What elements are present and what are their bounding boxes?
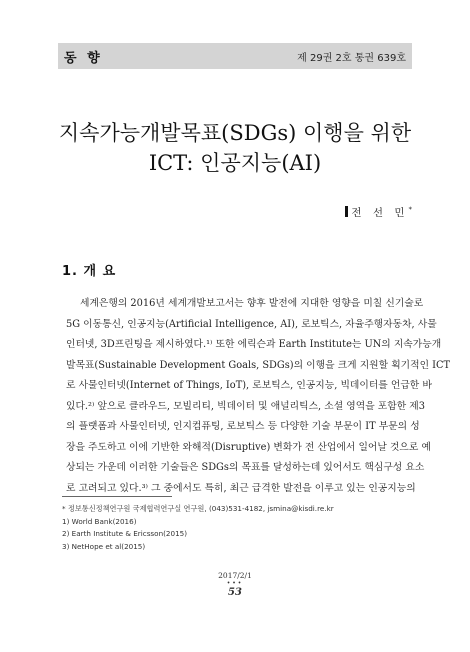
issue-info: 제 29권 2호 통권 639호 bbox=[297, 53, 406, 64]
body-line: 5G 이동통신, 인공지능(Artificial Intelligence, AI), 로보틱스, 자율주행자동차, 사물 bbox=[66, 318, 437, 330]
footer-date: 2017/2/1 bbox=[218, 571, 252, 580]
page-number: 53 bbox=[228, 587, 242, 598]
footnote-item: 2) Earth Institute & Ericsson(2015) bbox=[62, 529, 188, 538]
footnote-rule bbox=[62, 496, 172, 497]
author-name: 전 선 민 bbox=[351, 207, 409, 219]
footnote-item: 1) World Bank(2016) bbox=[62, 516, 137, 526]
author-footnote-mark: * bbox=[408, 205, 412, 214]
section-label: 동 향 bbox=[64, 51, 103, 66]
author-bar-mark bbox=[345, 206, 348, 217]
title-line: ICT: 인공지능(AI) bbox=[148, 151, 322, 175]
body-line: 상되는 가운데 이러한 기술들은 SDGs의 목표를 달성하는데 있어서도 핵심구성 요소 bbox=[66, 462, 425, 473]
footnote-item: * 정보통신정책연구원 국제협력연구실 연구원, (043)531-4182, jsmina@kisdi.re.kr bbox=[62, 504, 334, 513]
page-footer bbox=[0, 571, 470, 598]
footnote-item: 3) NetHope et al(2015) bbox=[62, 541, 146, 551]
footnotes bbox=[62, 496, 408, 553]
author-line bbox=[345, 205, 412, 220]
body-line: 의 플랫폼과 사물인터넷, 인지컴퓨팅, 로보틱스 등 다양한 기술 부문이 IT 부문의 성 bbox=[66, 421, 420, 432]
body-paragraph bbox=[66, 294, 451, 499]
body-line: 로 사물인터넷(Internet of Things, IoT), 로보틱스, 인공지능, 빅데이터를 언급한 바 bbox=[66, 380, 432, 391]
body-line: 발목표(Sustainable Development Goals, SDGs)의 이행을 크게 지원할 획기적인 ICT bbox=[66, 359, 451, 371]
body-line: 인터넷, 3D프린팅을 제시하였다.¹⁾ 또한 에릭슨과 Earth Institute는 UN의 지속가능개 bbox=[66, 339, 442, 350]
title-line: 지속가능개발목표(SDGs) 이행을 위한 bbox=[58, 121, 412, 145]
body-line: 로 고려되고 있다.³⁾ 그 중에서도 특히, 최근 급격한 발전을 이루고 있는 인공지능의 bbox=[66, 482, 416, 494]
footer-dots: ••• bbox=[226, 580, 244, 587]
body-line: 있다.²⁾ 앞으로 클라우드, 모빌리티, 빅데이터 및 애널리틱스, 소셜 영역을 포함한 제3 bbox=[66, 400, 426, 412]
section-heading: 1. 개 요 bbox=[62, 264, 117, 279]
body-line: 세계은행의 2016년 세계개발보고서는 향후 발전에 지대한 영향을 미칠 신기술로 bbox=[80, 298, 424, 309]
body-line: 장을 주도하고 이에 기반한 와해적(Disruptive) 변화가 전 산업에서 일어날 것으로 예 bbox=[66, 441, 431, 453]
article-title bbox=[0, 118, 470, 178]
header-bar bbox=[58, 43, 412, 69]
